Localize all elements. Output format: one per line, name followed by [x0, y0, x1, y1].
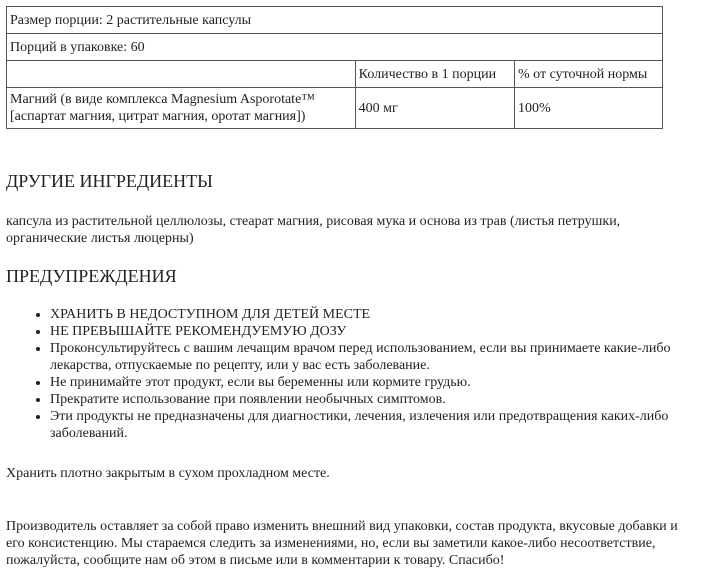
ingredient-name-line: [аспартат магния, цитрат магния, оротат магния]) [10, 109, 306, 124]
ingredient-amount: 400 мг [355, 88, 514, 129]
serving-size: Размер порции: 2 растительные капсулы [7, 7, 663, 34]
table-header-row [7, 61, 663, 88]
header-daily-value: % от суточной нормы [515, 61, 663, 88]
table-row [7, 88, 663, 129]
other-ingredients-heading: ДРУГИЕ ИНГРЕДИЕНТЫ [6, 171, 213, 191]
table-row [7, 34, 663, 61]
servings-per-container: Порций в упаковке: 60 [7, 34, 663, 61]
manufacturer-disclaimer: Производитель оставляет за собой право изменить внешний вид упаковки, состав продукта, вкусовые добавки и его консистенцию. Мы стараемся следить за изменениями, но, если вы заметили какое-либо несоответствие, пожалуйста, сообщите нам об этом в письме или в комментарии к товару. Спасибо! [6, 519, 678, 568]
list-item: • ХРАНИТЬ В НЕДОСТУПНОМ ДЛЯ ДЕТЕЙ МЕСТЕ [50, 306, 701, 323]
list-item: • НЕ ПРЕВЫШАЙТЕ РЕКОМЕНДУЕМУЮ ДОЗУ [50, 323, 701, 340]
warnings-list [6, 306, 701, 442]
list-item: • Проконсультируйтесь с вашим лечащим врачом перед использованием, если вы принимаете какие-либо лекарства, отпускаемые по рецепту, или у вас есть заболевание. [50, 340, 701, 374]
ingredient-name-cell [7, 88, 356, 129]
list-item: • Не принимайте этот продукт, если вы беременны или кормите грудью. [50, 374, 701, 391]
supplement-facts-table [6, 6, 663, 129]
ingredient-daily-value: 100% [515, 88, 663, 129]
table-row [7, 7, 663, 34]
list-item: • Эти продукты не предназначены для диагностики, лечения, излечения или предотвращения каких-либо заболеваний. [50, 408, 701, 442]
ingredient-name-line: Магний (в виде комплекса Magnesium Asporotate™ [10, 92, 315, 107]
storage-note: Хранить плотно закрытым в сухом прохладном месте. [6, 466, 330, 481]
other-ingredients-text: капсула из растительной целлюлозы, стеарат магния, рисовая мука и основа из трав (листья петрушки, органические листья люцерны) [6, 214, 621, 246]
list-item: • Прекратите использование при появлении необычных симптомов. [50, 391, 701, 408]
warnings-heading: ПРЕДУПРЕЖДЕНИЯ [6, 266, 177, 286]
header-amount: Количество в 1 порции [355, 61, 514, 88]
empty-header-cell [7, 61, 356, 88]
